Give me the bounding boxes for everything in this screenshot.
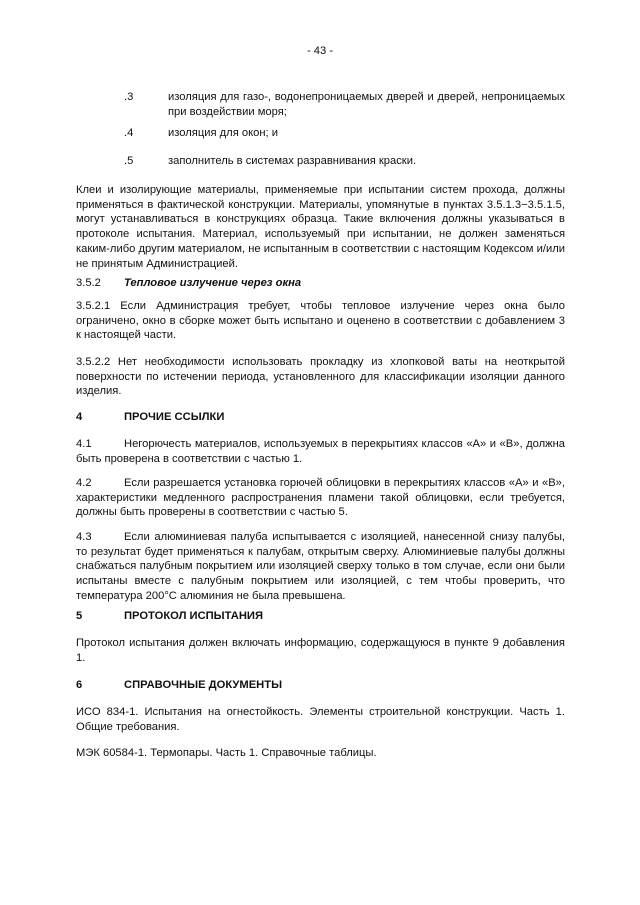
- list-item-number: .3: [124, 91, 134, 103]
- list-item-number: .5: [124, 155, 134, 167]
- paragraph-number: 4.1: [76, 438, 92, 450]
- paragraph-4-3: [76, 530, 565, 604]
- paragraph-4-2: [76, 476, 565, 520]
- section-number: 3.5.2: [76, 277, 101, 289]
- paragraph-text: Негорючесть материалов, используемых в перекрытиях классов «А» и «В», должна быть проверена в соответствии с частью 1.: [76, 438, 565, 465]
- paragraph-text: Если разрешается установка горючей облицовки в перекрытиях классов «А» и «В», характеристики медленного распространения пламени такой облицовки, если требуется, должны быть проверены в соответствии с частью 5.: [76, 477, 565, 519]
- paragraph-number: 4.2: [76, 477, 92, 489]
- paragraph-number: 4.3: [76, 531, 92, 543]
- page-number: - 43 -: [306, 45, 334, 57]
- reference-iso: ИСО 834-1. Испытания на огнестойкость. Элементы строительной конструкции. Часть 1. Общие требования.: [76, 706, 565, 733]
- section-number: 4: [76, 411, 83, 423]
- paragraph-4-1: [76, 437, 565, 466]
- section-title: Тепловое излучение через окна: [124, 277, 302, 289]
- paragraph-5: Протокол испытания должен включать информацию, содержащуюся в пункте 9 добавления 1.: [76, 637, 565, 664]
- list-item-text: изоляция для окон; и: [168, 127, 278, 139]
- section-title: ПРОТОКОЛ ИСПЫТАНИЯ: [124, 610, 264, 622]
- paragraph-text: Если алюминиевая палуба испытывается с изоляцией, нанесенной снизу палубы, то результат будет применяться к палубам, открытым сверху. Алюминиевые палубы должны снабжаться палубным покрытием или изоляцией сверху только в том случае, если они были испытаны вместе с палубным покрытием или изоляцией, с тем чтобы проверить, что температура 200°C алюминия не была превышена.: [76, 531, 565, 602]
- section-number: 6: [76, 679, 83, 691]
- section-title: СПРАВОЧНЫЕ ДОКУМЕНТЫ: [124, 679, 283, 691]
- reference-iec: МЭК 60584-1. Термопары. Часть 1. Справочные таблицы.: [76, 747, 377, 759]
- paragraph-3-5-2-2: 3.5.2.2 Нет необходимости использовать прокладку из хлопковой ваты на неоткрытой поверхности по истечении периода, установленного для классификации изоляции данного изделия.: [76, 356, 565, 398]
- paragraph-adhesives: Клеи и изолирующие материалы, применяемые при испытании систем прохода, должны применяться в фактической конструкции. Материалы, упомянутые в пунктах 3.5.1.3−3.5.1.5, могут устанавливаться в конструкциях образца. Такие включения должны указываться в протоколе испытания. Материал, используемый при испытании, не должен заменяться каким-либо другим материалом, не испытанным в соответствии с настоящим Кодексом и/или не принятым Администрацией.: [76, 184, 565, 270]
- paragraph-3-5-2-1: 3.5.2.1 Если Администрация требует, чтобы тепловое излучение через окна было ограничено, окно в сборке может быть испытано и оценено в соответствии с добавлением 3 к настоящей части.: [76, 300, 565, 342]
- list-item-text: заполнитель в системах разравнивания краски.: [168, 155, 417, 167]
- section-number: 5: [76, 610, 83, 622]
- section-title: ПРОЧИЕ ССЫЛКИ: [124, 411, 225, 423]
- list-item-text: изоляция для газо-, водонепроницаемых дверей и дверей, непроницаемых при воздействии моря;: [168, 91, 565, 118]
- list-item-number: .4: [124, 127, 134, 139]
